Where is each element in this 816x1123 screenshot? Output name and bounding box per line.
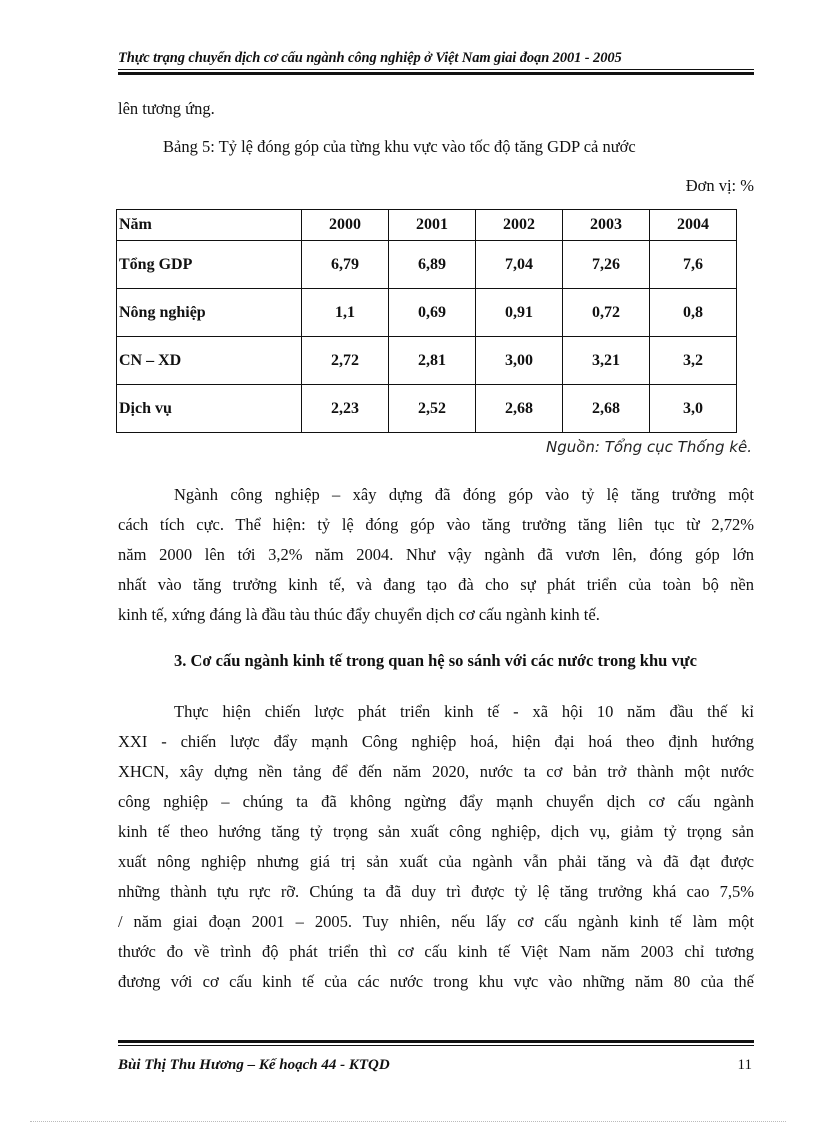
table-cell: 2,52: [389, 385, 476, 433]
column-header: 2003: [563, 210, 650, 241]
row-label: Nông nghiệp: [117, 289, 302, 337]
table-source: Nguồn: Tổng cục Thống kê.: [546, 438, 752, 456]
paragraph-line: công nghiệp – chúng ta đã không ngừng đẩy mạnh chuyển dịch cơ cấu ngành: [118, 792, 754, 811]
column-header: Năm: [117, 210, 302, 241]
paragraph-line: / năm giai đoạn 2001 – 2005. Tuy nhiên, nếu lấy cơ cấu ngành kinh tế làm một: [118, 912, 754, 931]
column-header: 2002: [476, 210, 563, 241]
paragraph-line: những thành tựu rực rỡ. Chúng ta đã duy trì được tỷ lệ tăng trưởng khá cao 7,5%: [118, 882, 754, 901]
table-cell: 0,72: [563, 289, 650, 337]
column-header: 2001: [389, 210, 476, 241]
paragraph-line: nhất vào tăng trưởng kinh tế, và đang tạo đà cho sự phát triển của toàn bộ nền: [118, 575, 754, 594]
paragraph-line: Thực hiện chiến lược phát triển kinh tế - xã hội 10 năm đầu thế kỉ: [174, 702, 754, 721]
table-header-row: [117, 210, 737, 241]
table-cell: 3,0: [650, 385, 737, 433]
table-row: [117, 337, 737, 385]
page-number: 11: [737, 1057, 752, 1073]
table-row: [117, 241, 737, 289]
table-row: [117, 289, 737, 337]
table-cell: 2,72: [302, 337, 389, 385]
row-label: Tổng GDP: [117, 241, 302, 289]
table-unit: Đơn vị: %: [685, 176, 754, 195]
table-cell: 0,91: [476, 289, 563, 337]
table-cell: 2,68: [563, 385, 650, 433]
footer-author: Bùi Thị Thu Hương – Kế hoạch 44 - KTQD: [118, 1057, 390, 1073]
table-cell: 7,04: [476, 241, 563, 289]
header-rule-thin: [118, 69, 754, 70]
column-header: 2000: [302, 210, 389, 241]
paragraph-line: kinh tế, xứng đáng là đầu tàu thúc đẩy chuyển dịch cơ cấu ngành kinh tế.: [118, 605, 600, 624]
table-cell: 0,8: [650, 289, 737, 337]
table-caption: Bảng 5: Tỷ lệ đóng góp của từng khu vực vào tốc độ tăng GDP cả nước: [163, 137, 636, 156]
table-cell: 2,81: [389, 337, 476, 385]
intro-line: lên tương ứng.: [118, 99, 215, 118]
gdp-contribution-table: [116, 209, 737, 433]
header-rule-thick: [118, 72, 754, 75]
footer-rule-thin: [118, 1045, 754, 1046]
paragraph-line: thước đo về trình độ phát triển thì cơ cấu kinh tế Việt Nam năm 2003 chỉ tương: [118, 942, 754, 961]
table-cell: 7,6: [650, 241, 737, 289]
column-header: 2004: [650, 210, 737, 241]
row-label: CN – XD: [117, 337, 302, 385]
table-cell: 1,1: [302, 289, 389, 337]
paragraph-line: đương với cơ cấu kinh tế của các nước trong khu vực vào những năm 80 của thế: [118, 972, 754, 991]
table-cell: 3,00: [476, 337, 563, 385]
section-heading: 3. Cơ cấu ngành kinh tế trong quan hệ so sánh với các nước trong khu vực: [174, 651, 697, 670]
page-bottom-divider: [30, 1121, 786, 1122]
paragraph-line: XHCN, xây dựng nền tảng để đến năm 2020, nước ta cơ bản trở thành một nước: [118, 762, 754, 781]
paragraph-contribution: [118, 480, 754, 630]
paragraph-line: năm 2000 lên tới 3,2% năm 2004. Như vậy ngành đã vươn lên, đóng góp lớn: [118, 545, 754, 564]
table-cell: 7,26: [563, 241, 650, 289]
table-cell: 6,79: [302, 241, 389, 289]
table-cell: 2,68: [476, 385, 563, 433]
table-cell: 3,2: [650, 337, 737, 385]
page-header-title: Thực trạng chuyển dịch cơ cấu ngành công nghiệp ở Việt Nam giai đoạn 2001 - 2005: [118, 50, 622, 66]
table-row: [117, 385, 737, 433]
paragraph-strategy: [118, 697, 754, 997]
paragraph-line: XXI - chiến lược đẩy mạnh Công nghiệp hoá, hiện đại hoá theo định hướng: [118, 732, 754, 751]
row-label: Dịch vụ: [117, 385, 302, 433]
paragraph-line: Ngành công nghiệp – xây dựng đã đóng góp vào tỷ lệ tăng trưởng một: [174, 485, 754, 504]
paragraph-line: cách tích cực. Thể hiện: tỷ lệ đóng góp vào tăng trưởng tăng liên tục từ 2,72%: [118, 515, 754, 534]
footer-rule-thick: [118, 1040, 754, 1043]
table-cell: 6,89: [389, 241, 476, 289]
table-cell: 0,69: [389, 289, 476, 337]
paragraph-line: kinh tế theo hướng tăng tỷ trọng sản xuất công nghiệp, dịch vụ, giảm tỷ trọng sản: [118, 822, 754, 841]
table-cell: 3,21: [563, 337, 650, 385]
table-cell: 2,23: [302, 385, 389, 433]
paragraph-line: xuất nông nghiệp nhưng giá trị sản xuất của ngành vẫn phải tăng và đã đạt được: [118, 852, 754, 871]
